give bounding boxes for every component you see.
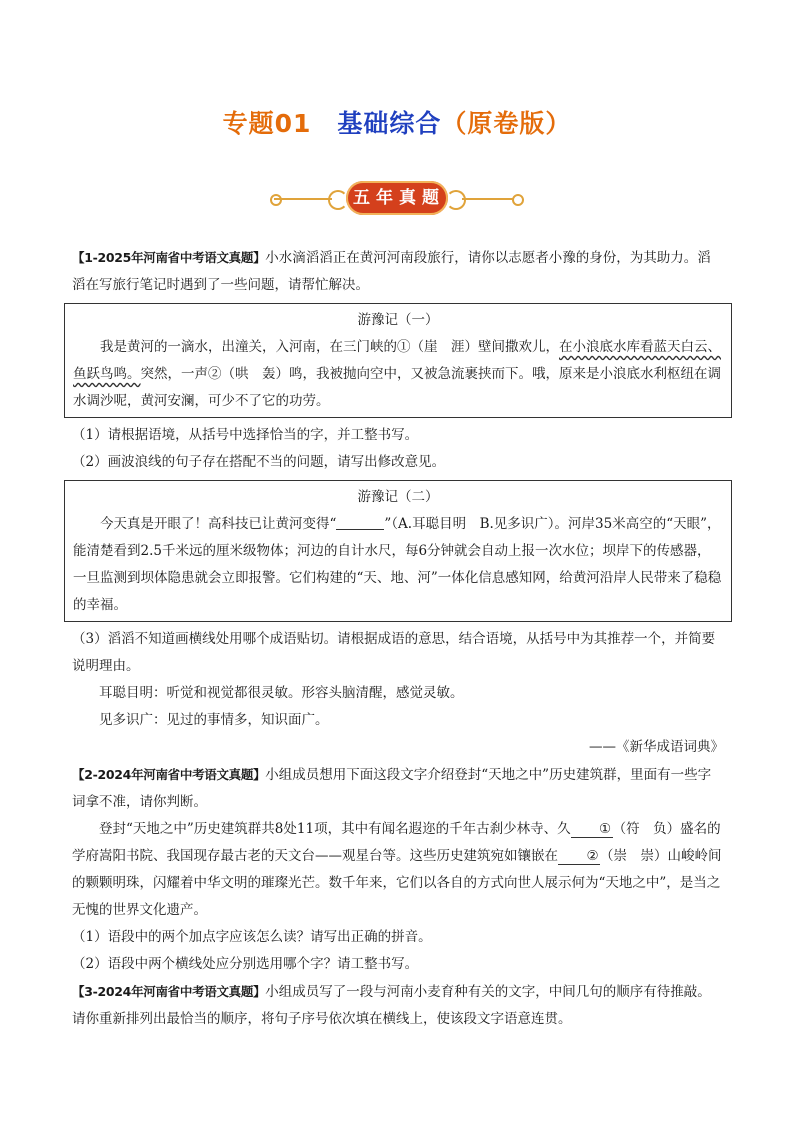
- question-2-passage: [72, 816, 724, 924]
- question-2-sub-2: （2）语段中两个横线处应分别选用哪个字？请工整书写。: [72, 956, 419, 972]
- question-2-sub-1: （1）语段中的两个加点字应该怎么读？请写出正确的拼音。: [72, 929, 432, 945]
- travel-note-2-body: [73, 511, 723, 619]
- travel-note-1-title: 游豫记（一）: [357, 312, 439, 328]
- travel-note-1: [64, 303, 732, 418]
- banner-left-swirl-icon: [328, 190, 348, 210]
- travel-note-1-text-b: 突然，一声②（哄 轰）鸣，我被抛向空中，又被急流裹挟而下。哦，原来是小浪底水利枢纽在调水调沙呢，黄河安澜，可少不了它的功劳。: [73, 366, 721, 409]
- travel-note-1-text-a: 我是黄河的一滴水，出潼关，入河南，在三门峡的①（崖 涯）壁间撒欢儿，: [100, 339, 559, 355]
- title-topic-number: 专题01: [222, 109, 312, 138]
- travel-note-1-body: [73, 334, 723, 415]
- exam-content: [72, 244, 724, 1033]
- travel-note-2-text-a: 今天真是开眼了！高科技已让黄河变得“: [100, 516, 337, 532]
- idiom-definition-1: 耳聪目明：听觉和视觉都很灵敏。形容头脑清醒，感觉灵敏。: [99, 685, 464, 701]
- banner-left-line: [274, 198, 332, 200]
- banner-label: 五年真题: [346, 181, 448, 215]
- banner-right-dot: [512, 194, 524, 206]
- page-title: [0, 104, 794, 140]
- question-1-intro: [72, 244, 724, 299]
- travel-note-2-title: 游豫记（二）: [357, 489, 439, 505]
- question-2-text-b: （符 负）盛名的学府嵩阳书院、我国现存最古老的天文台——观星台等。这些历史建筑宛如镶嵌在: [72, 821, 721, 864]
- banner-right-swirl-icon: [446, 190, 466, 210]
- question-1-intro-text: 小水滴滔滔正在黄河河南段旅行，请你以志愿者小豫的身份，为其助力。滔滔在写旅行笔记时遇到了一些问题，请帮忙解决。: [72, 250, 711, 293]
- dictionary-source: ——《新华成语词典》: [589, 739, 724, 755]
- question-2-text-a: 登封“天地之中”历史建筑群共8处11项，其中有闻名遐迩的千年古刹少林寺、久: [99, 821, 571, 837]
- question-3-intro-text: 小组成员写了一段与河南小麦育种有关的文字，中间几句的顺序有待推敲。请你重新排列出最恰当的顺序，将句子序号依次填在横线上，使该段文字语意连贯。: [72, 984, 711, 1027]
- travel-note-2-text-b: ”（A.耳聪目明 B.见多识广）。河岸35米高空的“天眼”，能清楚看到2.5千米远的厘米级物体；河边的自计水尺，每6分钟就会自动上报一次水位；坝岸下的传感器，一旦监测到坝体隐患就会立即报警。它们构建的“天、地、河”一体化信息感知网，给黄河沿岸人民带来了稳稳的幸福。: [73, 516, 722, 613]
- question-2-intro-text: 小组成员想用下面这段文字介绍登封“天地之中”历史建筑群，里面有一些字词拿不准，请你判断。: [72, 767, 712, 810]
- question-2-text-c: （崇 崇）山峻岭间的颗颗明珠，闪耀着中华文明的璀璨光芒。数千年来，它们以各自的方式向世人展示何为“天地之中”，是当之无愧的世界文化遗产。: [72, 848, 722, 918]
- question-1-sub-1: （1）请根据语境，从括号中选择恰当的字，并工整书写。: [72, 427, 419, 443]
- question-2-intro: [72, 761, 724, 816]
- section-banner: [270, 180, 524, 218]
- answer-blank-2[interactable]: ②: [558, 848, 600, 865]
- wavy-underlined-sentence: 在小浪底水库看蓝天白云、鱼跃鸟鸣。: [73, 339, 721, 382]
- title-version: （原卷版）: [441, 109, 572, 138]
- question-1-sub-2: （2）画波浪线的句子存在搭配不当的问题，请写出修改意见。: [72, 454, 446, 470]
- travel-note-2: [64, 480, 732, 622]
- answer-blank-1[interactable]: ①: [571, 821, 613, 838]
- question-3-tag: 【3-2024年河南省中考语文真题】: [72, 984, 266, 999]
- question-1-tag: 【1-2025年河南省中考语文真题】: [72, 250, 266, 265]
- question-2-tag: 【2-2024年河南省中考语文真题】: [72, 767, 266, 782]
- idiom-definition-2: 见多识广：见过的事情多，知识面广。: [99, 712, 329, 728]
- question-3-intro: [72, 978, 724, 1033]
- title-topic-name: 基础综合: [337, 109, 442, 138]
- question-1-sub-3: （3）滔滔不知道画横线处用哪个成语贴切。请根据成语的意思，结合语境，从括号中为其推荐一个，并简要说明理由。: [72, 631, 716, 674]
- idiom-answer-blank[interactable]: [336, 513, 384, 530]
- banner-left-dot: [270, 194, 282, 206]
